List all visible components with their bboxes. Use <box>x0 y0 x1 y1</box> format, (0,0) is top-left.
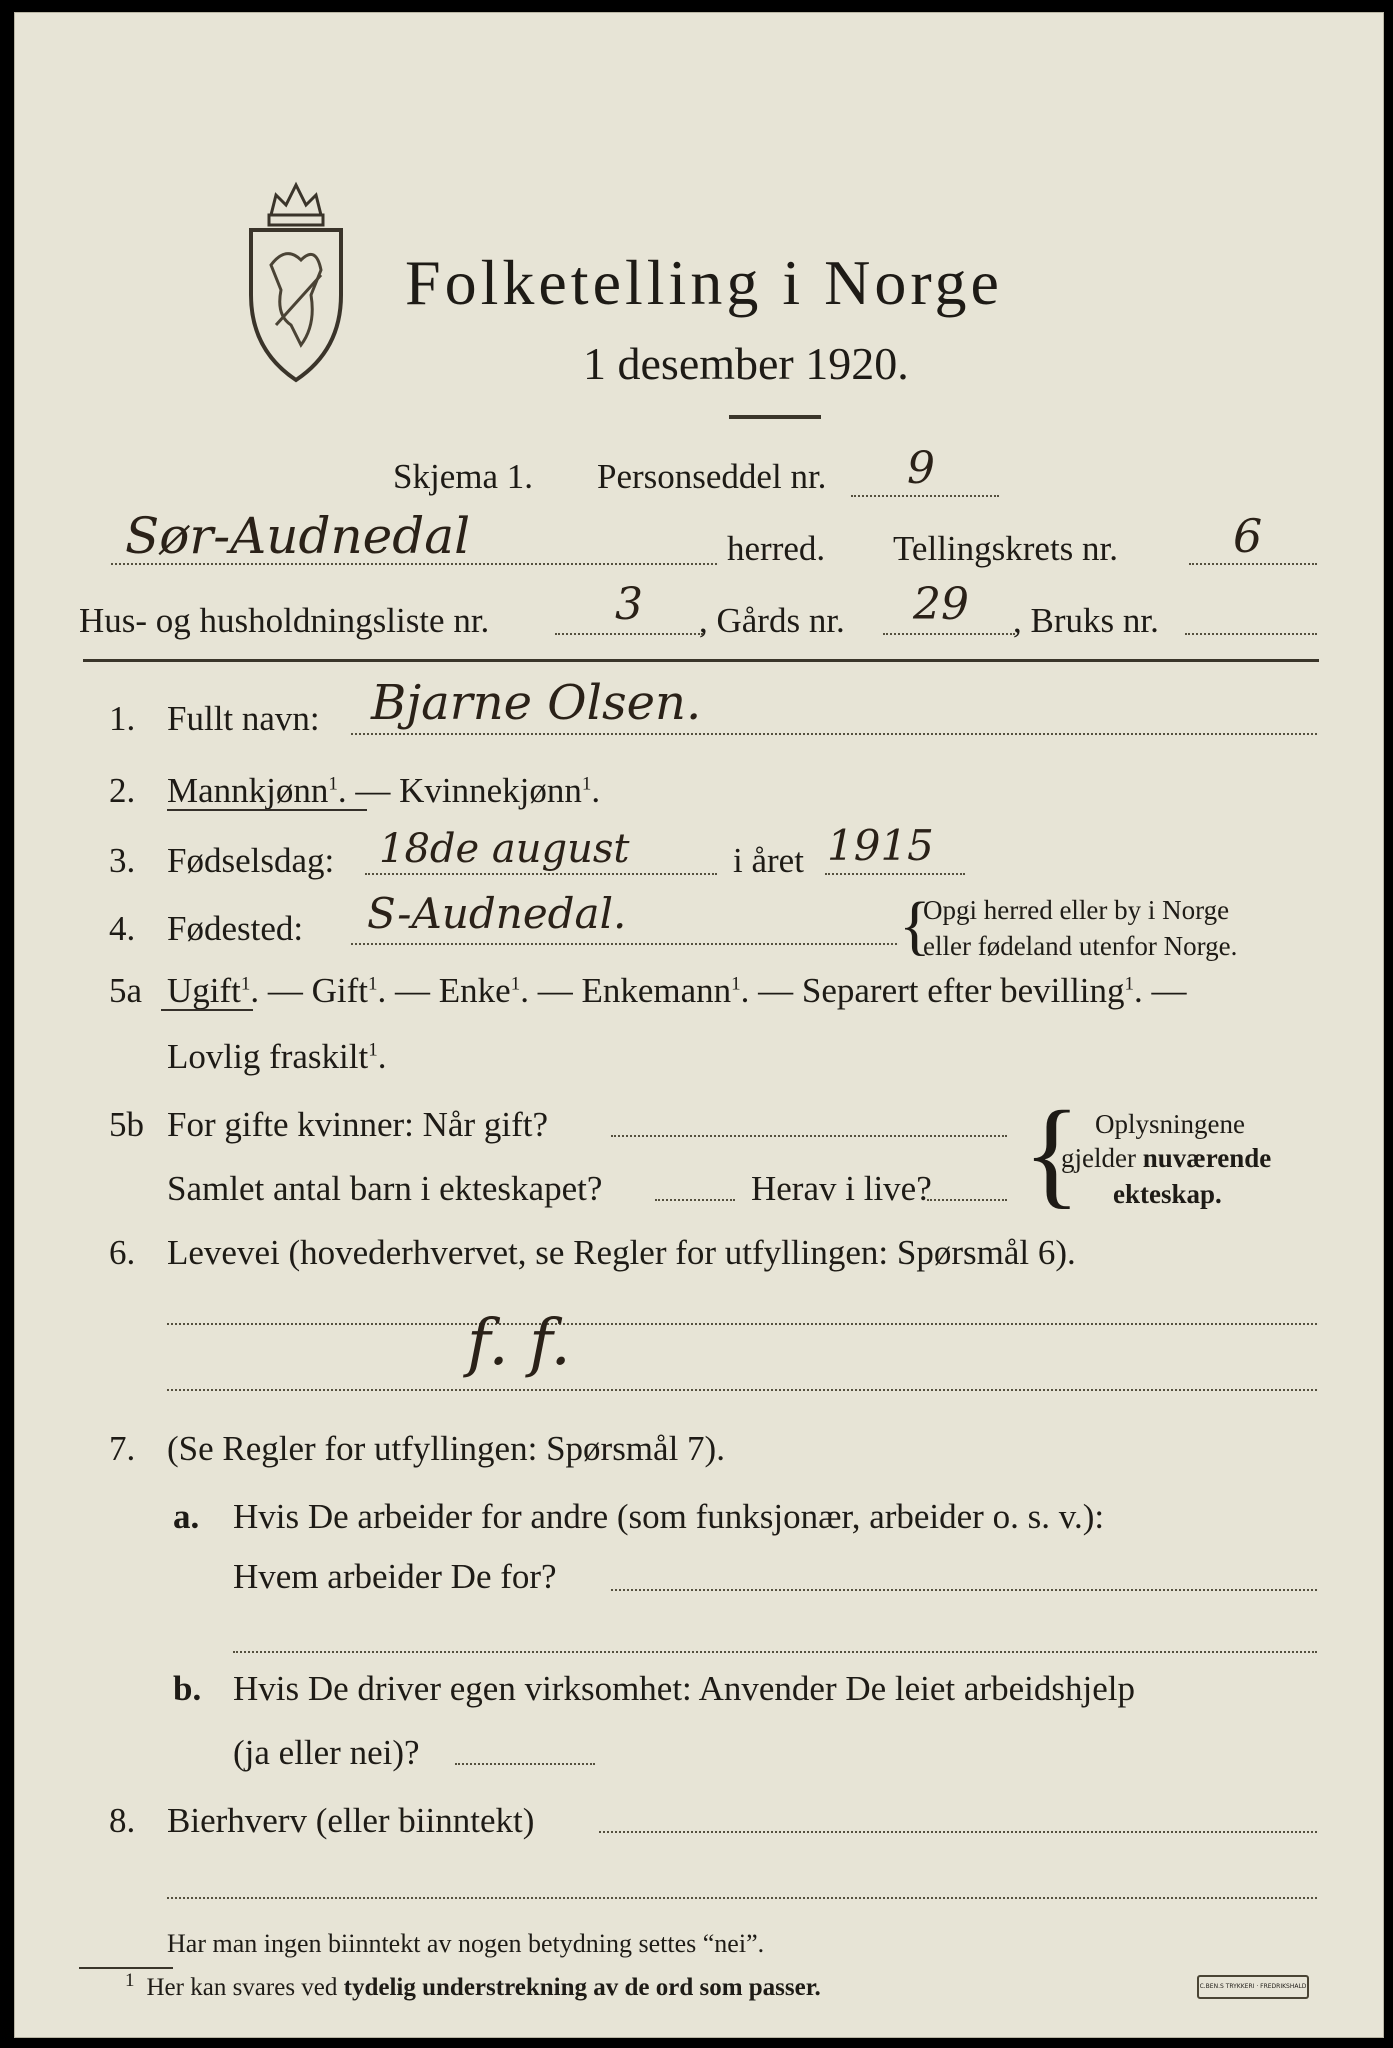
gender-female-option[interactable]: Kvinnekjønn <box>399 771 582 810</box>
q7a-question: Hvem arbeider De for? <box>233 1557 557 1596</box>
header-rule <box>83 659 1319 662</box>
q5a-lovlig-fraskilt: Lovlig fraskilt$^1$. <box>167 1037 387 1076</box>
q3-year-field-line <box>825 873 965 875</box>
q5a-number: 5a <box>109 971 143 1010</box>
q5a-marital-options: Ugift$^1$. — Gift$^1$. — Enke$^1$. — Enkemann$^1$. — Separert efter bevilling$^1$. — <box>167 971 1187 1010</box>
q5b-alive-field-line <box>927 1199 1007 1201</box>
q7b-question: (ja eller nei)? <box>233 1733 420 1772</box>
q3-number: 3. <box>109 841 136 880</box>
gards-value[interactable]: 29 <box>913 579 969 630</box>
q4-number: 4. <box>109 909 136 948</box>
q5b-note-line2: gjelder nuværende <box>1061 1143 1272 1173</box>
q5b-line1-label: For gifte kvinner: Når gift? <box>167 1105 549 1144</box>
q4-field-line <box>351 943 897 945</box>
tellingskrets-field-line <box>1189 563 1317 565</box>
q7a-letter: a. <box>173 1497 200 1536</box>
q6-label: Levevei (hovederhvervet, se Regler for utfyllingen: Spørsmål 6). <box>167 1233 1076 1272</box>
q7a-text: Hvis De arbeider for andre (som funksjonær, arbeider o. s. v.): <box>233 1497 1105 1536</box>
gards-label: , Gårds nr. <box>699 601 845 640</box>
q6-occupation-value[interactable]: f. f. <box>467 1306 571 1380</box>
q8-label: Bierhverv (eller biinntekt) <box>167 1801 535 1840</box>
q6-number: 6. <box>109 1233 136 1272</box>
marital-enkemann-option[interactable]: Enkemann <box>581 971 732 1010</box>
q1-number: 1. <box>109 699 136 738</box>
q5b-when-married-field-line <box>611 1135 1007 1137</box>
q1-full-name-value[interactable]: Bjarne Olsen. <box>371 675 702 731</box>
printer-mark-stamp <box>1197 1975 1309 1999</box>
q4-label: Fødested: <box>167 909 304 948</box>
footnote-rule <box>79 1967 173 1969</box>
form-title: Folketelling i Norge <box>405 247 1003 318</box>
q5b-number: 5b <box>109 1105 144 1144</box>
marital-enke-option[interactable]: Enke <box>438 971 511 1010</box>
q2-number: 2. <box>109 771 136 810</box>
gender-male-option[interactable]: Mannkjønn <box>167 771 329 810</box>
personseddel-label: Personseddel nr. <box>597 457 827 496</box>
husholdningsliste-field-line <box>555 633 703 635</box>
q5b-note-brace: { <box>1023 1086 1081 1219</box>
tellingskrets-value[interactable]: 6 <box>1233 509 1263 563</box>
herred-label: herred. <box>727 529 826 568</box>
q4-note-line2: eller fødeland utenfor Norge. <box>923 931 1238 961</box>
schema-label: Skjema 1. <box>393 457 533 496</box>
q5b-note-line3: ekteskap. <box>1113 1179 1222 1209</box>
ugift-underline-mark <box>161 1009 253 1011</box>
q5b-herav-label: Herav i live? <box>751 1169 932 1208</box>
q1-field-line <box>351 733 1317 735</box>
q1-label: Fullt navn: <box>167 699 320 738</box>
q7-label: (Se Regler for utfyllingen: Spørsmål 7). <box>167 1429 725 1468</box>
title-divider <box>729 415 821 419</box>
gards-field-line <box>883 633 1015 635</box>
footer-note: Har man ingen biinntekt av nogen betydning settes “nei”. <box>167 1929 765 1958</box>
q8-field-line-1 <box>599 1831 1317 1833</box>
personseddel-field-line <box>851 495 999 497</box>
herred-value[interactable]: Sør-Audnedal <box>125 507 471 565</box>
q8-field-line-2 <box>167 1897 1317 1899</box>
husholdningsliste-label: Hus- og husholdningsliste nr. <box>79 601 490 640</box>
q3-year-value[interactable]: 1915 <box>827 821 934 870</box>
q3-day-field-line <box>365 873 717 875</box>
q4-birthplace-value[interactable]: S-Audnedal. <box>367 889 627 938</box>
q6-field-line-2 <box>167 1389 1317 1391</box>
q7b-letter: b. <box>173 1669 202 1708</box>
census-date: 1 desember 1920. <box>583 338 909 389</box>
q5b-note-line1: Oplysningene <box>1095 1109 1245 1139</box>
marital-ugift-option[interactable]: Ugift <box>167 971 241 1010</box>
q8-number: 8. <box>109 1801 136 1840</box>
q5b-children-field-line <box>655 1199 735 1201</box>
q3-label: Fødselsdag: <box>167 841 335 880</box>
q4-note-brace: { <box>899 889 931 962</box>
printer-mark: C.BEN.S TRYKKERI · FREDRIKSHALD <box>1199 1983 1307 1990</box>
q3-year-label: i året <box>733 841 804 880</box>
marital-gift-option[interactable]: Gift <box>311 971 369 1010</box>
q7a-field-line-1 <box>611 1589 1317 1591</box>
tellingskrets-label: Tellingskrets nr. <box>893 529 1119 568</box>
bruks-field-line <box>1185 633 1317 635</box>
q7b-field-line <box>455 1763 595 1765</box>
marital-separert-option[interactable]: Separert efter bevilling <box>801 971 1125 1010</box>
q4-note-line1: Opgi herred eller by i Norge <box>923 895 1230 925</box>
q6-field-line-1 <box>167 1323 1317 1325</box>
marital-lovlig-fraskilt-option[interactable]: Lovlig fraskilt <box>167 1037 369 1076</box>
personseddel-value[interactable]: 9 <box>907 443 935 494</box>
bruks-label: , Bruks nr. <box>1013 601 1159 640</box>
q7-number: 7. <box>109 1429 136 1468</box>
male-underline-mark <box>167 809 367 811</box>
q7b-text: Hvis De driver egen virksomhet: Anvender De leiet arbeidshjelp <box>233 1669 1135 1708</box>
q5b-line2-label: Samlet antal barn i ekteskapet? <box>167 1169 603 1208</box>
q2-gender-options: Mannkjønn$^1$. — Kvinnekjønn$^1$. <box>167 771 601 810</box>
husholdningsliste-value[interactable]: 3 <box>615 579 643 630</box>
q3-birthday-value[interactable]: 18de august <box>379 826 630 872</box>
q7a-field-line-2 <box>233 1651 1317 1653</box>
footnote: $^1$ Her kan svares ved tydelig understrekning av de ord som passer. <box>125 1969 821 2001</box>
coat-of-arms-emblem <box>241 175 351 385</box>
census-form-page <box>14 12 1384 2038</box>
